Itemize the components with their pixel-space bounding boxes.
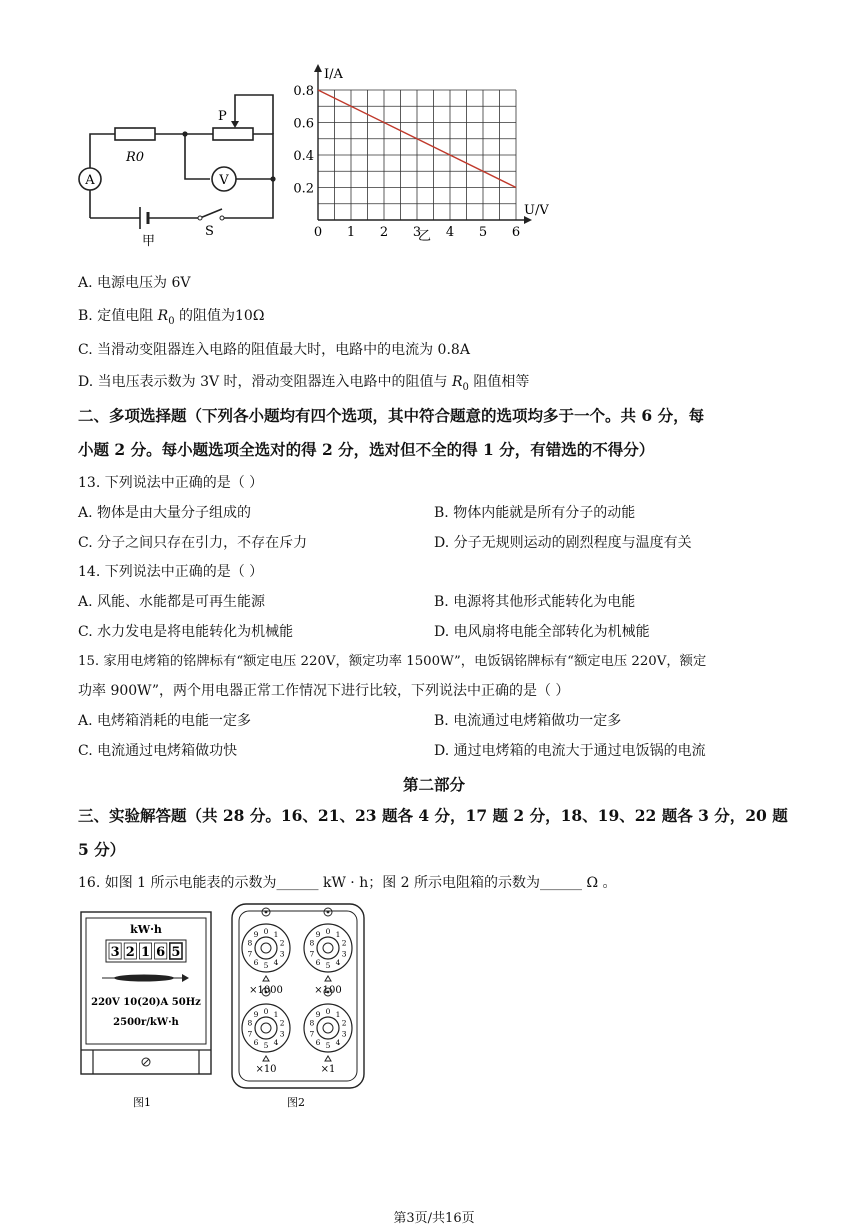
section2-heading-line1: 二、多项选择题（下列各小题均有四个选项，其中符合题意的选项均多于一个。共 6 分，每 bbox=[78, 406, 705, 425]
terminal-knob-center bbox=[265, 911, 268, 914]
dial-number: 5 bbox=[263, 961, 269, 970]
fig-caption-yi: 乙 bbox=[418, 229, 432, 244]
dial-number: 8 bbox=[247, 1018, 253, 1028]
dial-number: 9 bbox=[315, 1010, 321, 1020]
x-axis-label: U/V bbox=[524, 203, 549, 218]
section3-heading-line2: 5 分） bbox=[78, 840, 126, 859]
q14-option-a: A. 风能、水能都是可再生能源 bbox=[78, 594, 266, 610]
dial-number: 8 bbox=[309, 938, 315, 948]
dial-number: 7 bbox=[309, 949, 315, 959]
dial-number: 0 bbox=[263, 1007, 269, 1016]
q14-option-b: B. 电源将其他形式能转化为电能 bbox=[434, 594, 636, 610]
meter-digit: 5 bbox=[171, 945, 181, 960]
q12-option-b: B. 定值电阻 $R_0$ 的阻值为10Ω bbox=[78, 308, 265, 327]
x-tick-label: 5 bbox=[478, 225, 488, 240]
dial-number: 9 bbox=[253, 930, 259, 940]
dial-number: 8 bbox=[309, 1018, 315, 1028]
q14-option-c: C. 水力发电是将电能转化为机械能 bbox=[78, 624, 294, 640]
q15-stem-line2: 功率 900W”，两个用电器正常工作情况下进行比较，下列说法中正确的是（ ） bbox=[78, 683, 570, 699]
dial-number: 4 bbox=[273, 957, 279, 967]
q12-option-a: A. 电源电压为 6V bbox=[78, 275, 191, 291]
dial-number: 1 bbox=[335, 1010, 341, 1020]
y-tick-label: 0.6 bbox=[293, 116, 314, 132]
q13-option-b: B. 物体内能就是所有分子的动能 bbox=[434, 505, 636, 521]
dial-number: 5 bbox=[263, 1041, 269, 1050]
dial-number: 2 bbox=[279, 1018, 285, 1028]
q15-option-d: D. 通过电烤箱的电流大于通过电饭锅的电流 bbox=[434, 743, 706, 759]
dial-number: 6 bbox=[315, 1037, 321, 1047]
dial-number: 3 bbox=[341, 949, 347, 959]
x-tick-label: 3 bbox=[412, 225, 422, 240]
q15-option-c: C. 电流通过电烤箱做功快 bbox=[78, 743, 238, 759]
dial-label-10: ×10 bbox=[255, 1064, 277, 1075]
q12-option-c: C. 当滑动变阻器连入电路的阻值最大时，电路中的电流为 0.8A bbox=[78, 342, 470, 358]
fig2-caption: 图2 bbox=[287, 1096, 305, 1109]
dial-number: 0 bbox=[263, 927, 269, 936]
meter-digit: 6 bbox=[156, 945, 166, 960]
dial-number: 3 bbox=[279, 949, 285, 959]
q15-option-a: A. 电烤箱消耗的电能一定多 bbox=[78, 713, 252, 729]
dial-number: 1 bbox=[335, 930, 341, 940]
y-tick-label: 0.4 bbox=[293, 149, 314, 164]
x-tick-label: 6 bbox=[511, 225, 521, 240]
dial-knob bbox=[255, 1017, 277, 1039]
dial-number: 9 bbox=[253, 1010, 259, 1020]
dial-number: 6 bbox=[315, 957, 321, 967]
q14-stem: 14. 下列说法中正确的是（ ） bbox=[78, 564, 264, 580]
dial-number: 5 bbox=[325, 961, 331, 970]
meter-spec: 220V 10(20)A 50Hz bbox=[91, 997, 201, 1008]
fig-caption-jia: 甲 bbox=[142, 234, 156, 249]
dial-knob bbox=[255, 937, 277, 959]
dial-number: 4 bbox=[335, 957, 341, 967]
q13-option-c: C. 分子之间只存在引力，不存在斥力 bbox=[78, 535, 308, 551]
dial-number: 0 bbox=[325, 1007, 331, 1016]
q14-option-d: D. 电风扇将电能全部转化为机械能 bbox=[434, 624, 650, 640]
dial-label-1000: ×1000 bbox=[249, 985, 283, 996]
circuit-diagram bbox=[70, 85, 290, 249]
slider-label: P bbox=[218, 109, 227, 124]
dial-number: 7 bbox=[247, 1029, 253, 1039]
q13-stem: 13. 下列说法中正确的是（ ） bbox=[78, 475, 264, 491]
y-axis-label: I/A bbox=[324, 67, 343, 82]
section3-heading-line1: 三、实验解答题（共 28 分。16、21、23 题各 4 分，17 题 2 分，18、19、22 题各 3 分，20 题 bbox=[78, 806, 788, 825]
dial-number: 2 bbox=[341, 1018, 347, 1028]
page-footer: 第3页/共16页 bbox=[393, 1211, 475, 1226]
q13-option-a: A. 物体是由大量分子组成的 bbox=[78, 505, 252, 521]
resistor-label: R0 bbox=[126, 150, 145, 165]
dial-number: 7 bbox=[247, 949, 253, 959]
q16-stem: 16. 如图 1 所示电能表的示数为______ kW · h；图 2 所示电阻箱的示数为______ Ω 。 bbox=[78, 875, 617, 891]
dial-number: 9 bbox=[315, 930, 321, 940]
dial-knob bbox=[317, 937, 339, 959]
y-tick-label: 0.8 bbox=[293, 84, 314, 99]
dial-number: 3 bbox=[341, 1029, 347, 1039]
meter-unit: kW·h bbox=[130, 923, 162, 936]
x-tick-label: 2 bbox=[379, 225, 389, 240]
dial-number: 7 bbox=[309, 1029, 315, 1039]
resistance-box bbox=[230, 902, 370, 1110]
dial-number: 4 bbox=[335, 1037, 341, 1047]
dial-number: 0 bbox=[325, 927, 331, 936]
dial-number: 6 bbox=[253, 957, 259, 967]
dial-number: 1 bbox=[273, 930, 279, 940]
dial-number: 2 bbox=[341, 938, 347, 948]
x-tick-label: 0 bbox=[313, 225, 323, 240]
fig1-caption: 图1 bbox=[133, 1096, 151, 1109]
dial-number: 4 bbox=[273, 1037, 279, 1047]
terminal-knob-center bbox=[327, 911, 330, 914]
x-tick-label: 1 bbox=[346, 225, 356, 240]
q13-option-d: D. 分子无规则运动的剧烈程度与温度有关 bbox=[434, 535, 692, 551]
part2-title: 第二部分 bbox=[402, 775, 465, 794]
iu-graph bbox=[288, 62, 549, 244]
electricity-meter bbox=[78, 910, 218, 1110]
dial-number: 1 bbox=[273, 1010, 279, 1020]
section2-heading-line2: 小题 2 分。每小题选项全选对的得 2 分，选对但不全的得 1 分，有错选的不得分） bbox=[78, 440, 655, 459]
meter-digit: 3 bbox=[110, 945, 120, 960]
q15-stem-line1: 15. 家用电烤箱的铭牌标有“额定电压 220V，额定功率 1500W”，电饭锅铭牌标有“额定电压 220V，额定 bbox=[78, 654, 707, 669]
dial-number: 8 bbox=[247, 938, 253, 948]
dial-number: 2 bbox=[279, 938, 285, 948]
dial-label-1: ×1 bbox=[320, 1064, 336, 1075]
x-tick-label: 4 bbox=[445, 225, 455, 240]
dial-number: 3 bbox=[279, 1029, 285, 1039]
dial-label-100: ×100 bbox=[314, 985, 342, 996]
y-tick-label: 0.2 bbox=[293, 181, 314, 197]
voltmeter-label: V bbox=[219, 173, 229, 188]
q15-option-b: B. 电流通过电烤箱做功一定多 bbox=[434, 713, 622, 729]
meter-digit: 1 bbox=[140, 945, 151, 960]
dial-number: 6 bbox=[253, 1037, 259, 1047]
q12-option-d: D. 当电压表示数为 3V 时，滑动变阻器连入电路中的阻值与 $R_0$ 阻值相等 bbox=[78, 374, 530, 393]
dial-number: 5 bbox=[325, 1041, 331, 1050]
switch-label: S bbox=[205, 224, 214, 239]
meter-rate: 2500r/kW·h bbox=[113, 1017, 179, 1028]
dial-knob bbox=[317, 1017, 339, 1039]
ammeter-label: A bbox=[85, 173, 95, 188]
meter-digit: 2 bbox=[125, 945, 135, 960]
